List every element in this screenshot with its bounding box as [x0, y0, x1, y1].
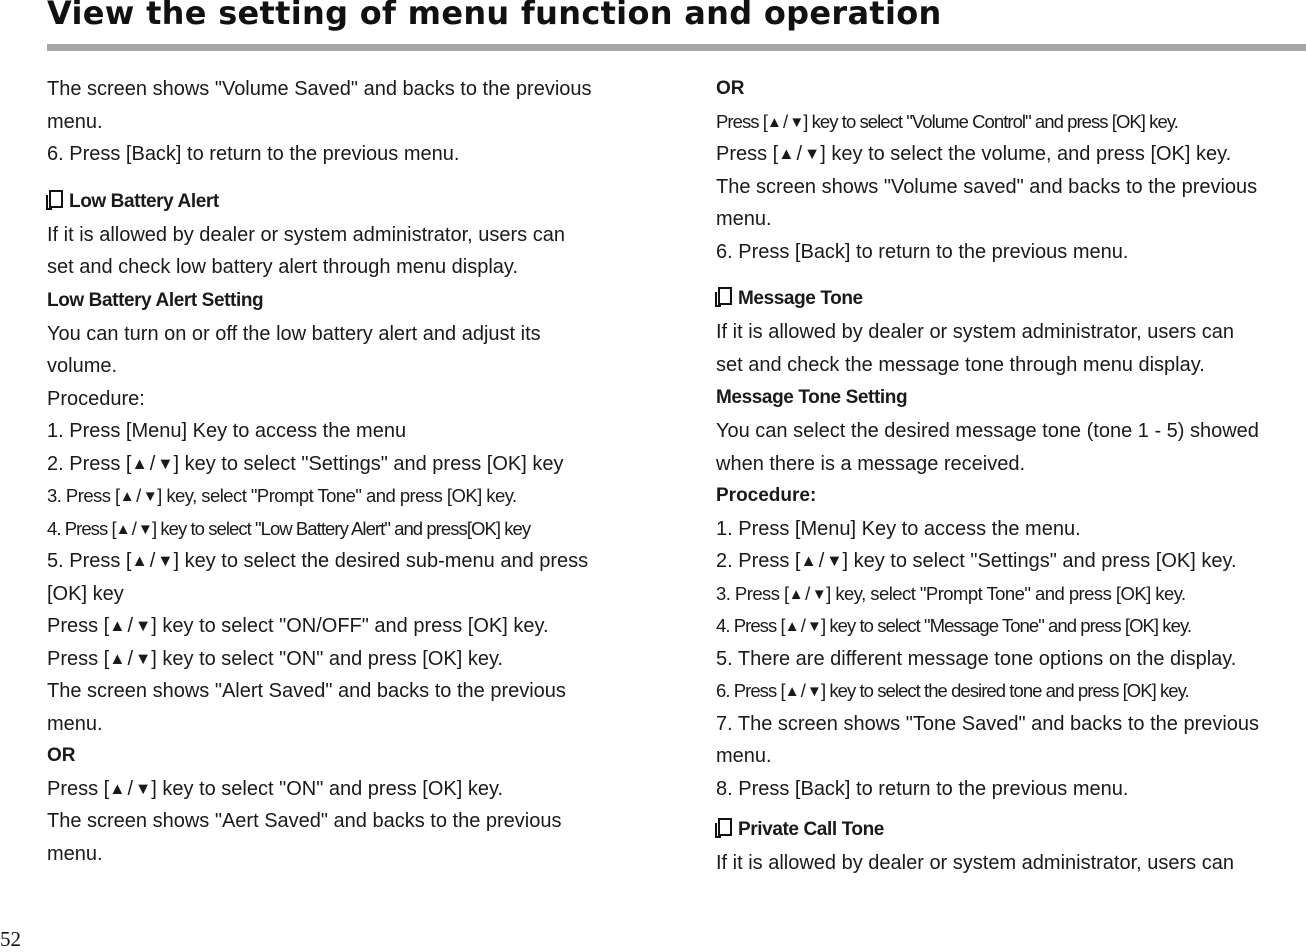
title-rule: [47, 44, 1306, 51]
section-heading-message-tone: Message Tone: [716, 282, 1306, 316]
text-line: when there is a message received.: [716, 452, 1026, 475]
text-line: menu.: [47, 110, 103, 133]
text-line: set and check low battery alert through menu display.: [47, 256, 518, 278]
up-down-keys-icon: ▲ / ▼: [109, 777, 152, 800]
subheading-low-battery-alert-setting: Low Battery Alert Setting: [47, 289, 264, 311]
up-down-keys-icon: ▲ / ▼: [115, 517, 152, 539]
right-column: [716, 73, 1306, 880]
text-line: menu.: [47, 712, 103, 735]
step: Press [▲ / ▼] key to select "ON" and press [OK] key.: [47, 773, 647, 806]
step: 4. Press [▲ / ▼] key to select "Low Battery Alert" and press[OK] key: [47, 513, 647, 546]
up-down-keys-icon: ▲ / ▼: [800, 550, 843, 572]
subheading-message-tone-setting: Message Tone Setting: [716, 387, 908, 408]
text-line: menu.: [47, 842, 103, 865]
up-down-keys-icon: ▲ / ▼: [766, 110, 804, 132]
text-line: If it is allowed by dealer or system administrator, users can: [716, 852, 1234, 874]
section-marker-icon: [49, 190, 63, 208]
text-line: set and check the message tone through menu display.: [716, 353, 1205, 376]
text-line: menu.: [716, 208, 772, 230]
step: Press [▲ / ▼] key to select "Volume Control" and press [OK] key.: [716, 106, 1306, 139]
up-down-keys-icon: ▲ / ▼: [788, 582, 827, 604]
text-line: [OK] key: [47, 582, 124, 605]
up-down-keys-icon: ▲ / ▼: [784, 615, 821, 636]
step: 5. Press [▲ / ▼] key to select the desired sub-menu and press: [47, 545, 647, 578]
step: 2. Press [▲ / ▼] key to select "Settings" and press [OK] key.: [716, 545, 1306, 578]
up-down-keys-icon: ▲ / ▼: [131, 550, 174, 572]
step: Press [▲ / ▼] key to select the volume, and press [OK] key.: [716, 138, 1306, 171]
page-number: 52: [0, 927, 21, 951]
text-line: volume.: [47, 355, 118, 377]
step: 8. Press [Back] to return to the previous menu.: [716, 777, 1129, 800]
or-label: OR: [47, 745, 76, 766]
text-line: 6. Press [Back] to return to the previous menu.: [716, 240, 1129, 263]
up-down-keys-icon: ▲ / ▼: [778, 143, 821, 165]
text-line: The screen shows "Aert Saved" and backs to the previous: [47, 810, 562, 832]
step: Press [▲ / ▼] key to select "ON/OFF" and press [OK] key.: [47, 610, 647, 643]
section-heading-private-call-tone: Private Call Tone: [716, 813, 1306, 847]
or-label: OR: [716, 78, 745, 99]
text-line: 6. Press [Back] to return to the previous menu.: [47, 143, 460, 165]
up-down-keys-icon: ▲ / ▼: [784, 680, 821, 701]
step: 2. Press [▲ / ▼] key to select "Settings" and press [OK] key: [47, 448, 647, 481]
step: 6. Press [▲ / ▼] key to select the desired tone and press [OK] key.: [716, 675, 1306, 708]
text-line: menu.: [716, 745, 772, 767]
text-line: You can select the desired message tone (tone 1 - 5) showed: [716, 420, 1259, 442]
section-marker-icon: [718, 287, 732, 305]
text-line: If it is allowed by dealer or system administrator, users can: [47, 223, 565, 246]
step: 3. Press [▲ / ▼] key, select "Prompt Tone" and press [OK] key.: [47, 480, 647, 513]
text-line: If it is allowed by dealer or system administrator, users can: [716, 321, 1234, 343]
left-column: [47, 73, 647, 870]
up-down-keys-icon: ▲ / ▼: [109, 615, 152, 637]
procedure-label: Procedure:: [47, 387, 145, 410]
step: 1. Press [Menu] Key to access the menu: [47, 420, 407, 442]
up-down-keys-icon: ▲ / ▼: [109, 647, 152, 670]
step: Press [▲ / ▼] key to select "ON" and press [OK] key.: [47, 643, 647, 676]
up-down-keys-icon: ▲ / ▼: [119, 485, 158, 506]
step: 4. Press [▲ / ▼] key to select "Message Tone" and press [OK] key.: [716, 610, 1306, 643]
text-line: The screen shows "Volume saved" and backs to the previous: [716, 175, 1258, 198]
text-line: The screen shows "Volume Saved" and backs to the previous: [47, 78, 592, 100]
text-line: You can turn on or off the low battery alert and adjust its: [47, 322, 541, 345]
section-heading-low-battery-alert: Low Battery Alert: [47, 185, 647, 219]
step: 5. There are different message tone options on the display.: [716, 647, 1237, 670]
step: 3. Press [▲ / ▼] key, select "Prompt Tone" and press [OK] key.: [716, 578, 1306, 611]
section-marker-icon: [718, 818, 732, 836]
text-line: The screen shows "Alert Saved" and backs to the previous: [47, 680, 566, 702]
procedure-label: Procedure:: [716, 485, 817, 506]
page-title: View the setting of menu function and operation: [47, 0, 942, 32]
step: 1. Press [Menu] Key to access the menu.: [716, 517, 1081, 540]
step: 7. The screen shows "Tone Saved" and backs to the previous: [716, 712, 1260, 735]
up-down-keys-icon: ▲ / ▼: [131, 452, 174, 475]
